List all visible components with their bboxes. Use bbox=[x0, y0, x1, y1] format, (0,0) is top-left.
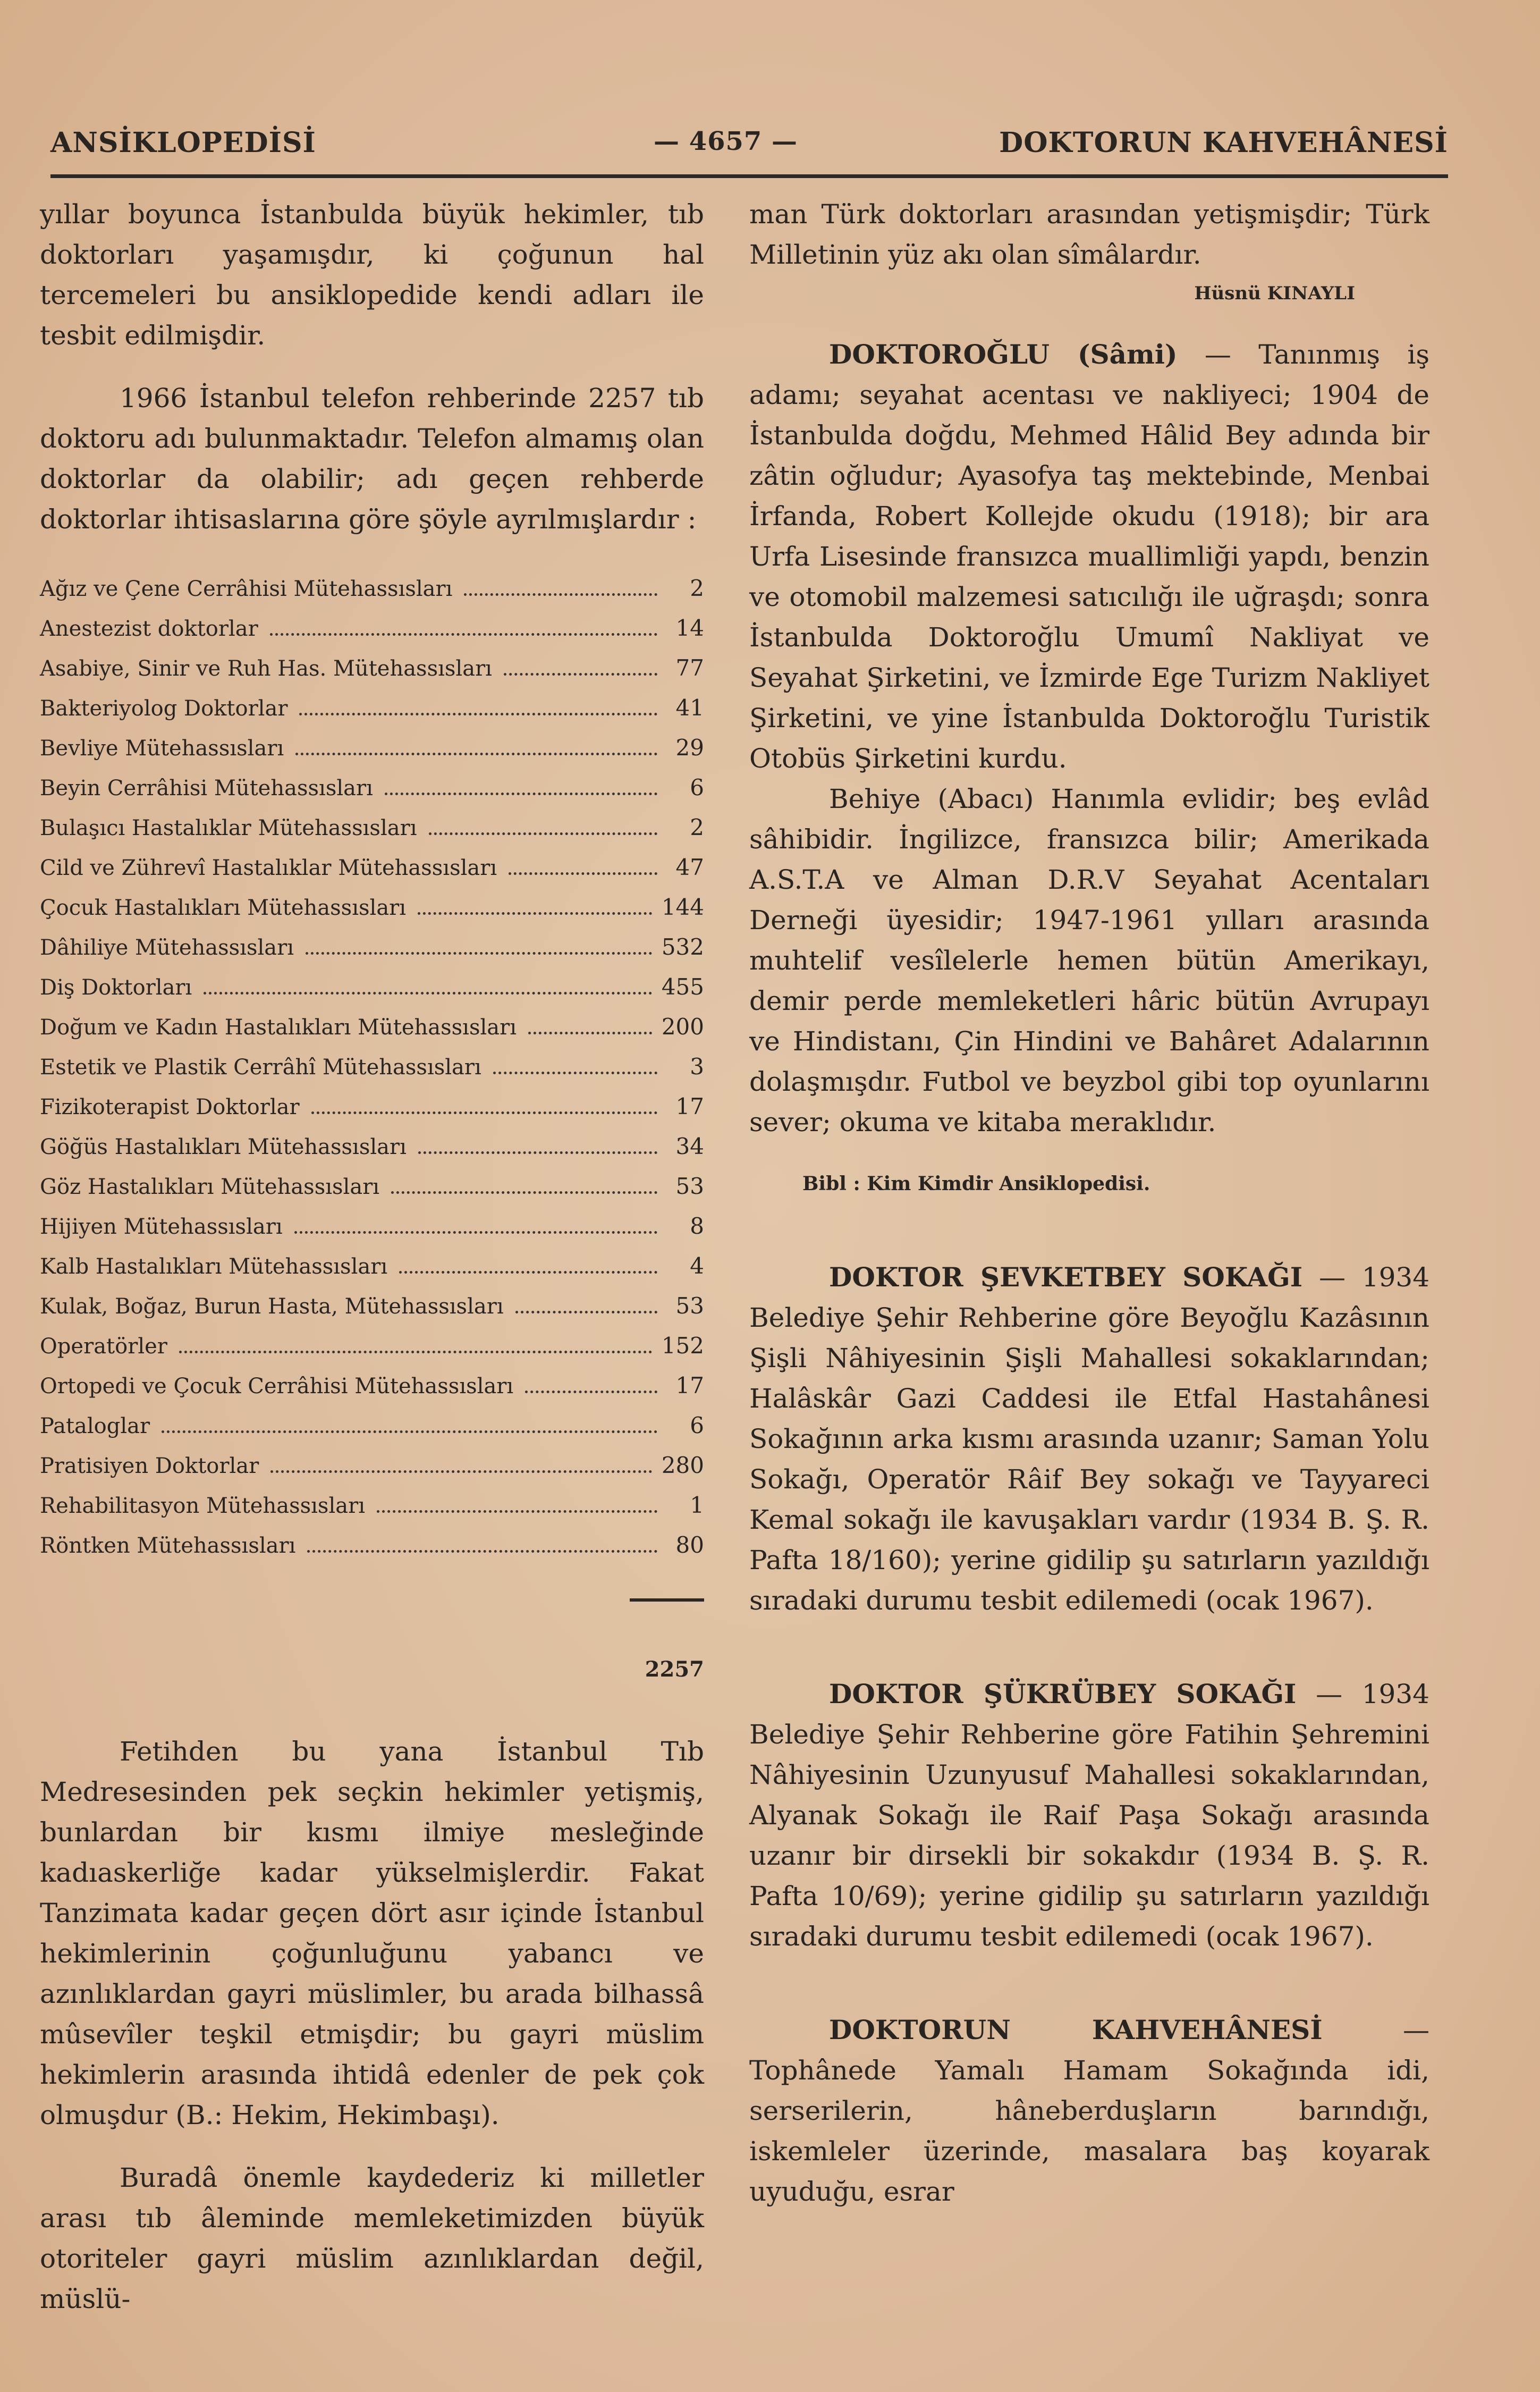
specialty-row bbox=[40, 1087, 704, 1127]
specialty-label: Estetik ve Plastik Cerrâhî Mütehassısları bbox=[40, 1055, 481, 1080]
specialty-label: Bakteriyolog Doktorlar bbox=[40, 696, 288, 721]
dot-leader bbox=[204, 992, 652, 995]
specialty-label: Göz Hastalıkları Mütehassısları bbox=[40, 1175, 380, 1199]
specialty-count: 2 bbox=[690, 814, 704, 840]
specialty-row bbox=[40, 808, 704, 848]
right-column bbox=[749, 194, 1429, 2212]
total-rule bbox=[630, 1598, 704, 1602]
entry-body: — 1934 Belediye Şehir Rehberine göre Fatihin Şehremini Nâhiyesinin Uzunyusuf Mahallesi sokaklarından, Alyanak Sokağı ile Raif Paşa Sokağı arasında uzanır bir dirsekli bir sokakdır (1934 B. Ş. R. Pafta 10/69); yerine gidilip şu satırların yazıldığı sıradaki durumu tesbit edilemedi (ocak 1967). bbox=[749, 1679, 1429, 1952]
dot-leader bbox=[525, 1391, 657, 1393]
entry-body: — Tanınmış iş adamı; seyahat acentası ve nakliyeci; 1904 de İstanbulda doğdu, Mehmed Hâlid Bey adında bir zâtin oğludur; Ayasofya taş mektebinde, Menbai İrfanda, Robert Kollejde okudu (1918); bir ara Urfa Lisesinde fransızca muallimliği yapdı, benzin ve otomobil malzemesi satıcılığı ile uğraşdı; sonra İstanbulda Doktoroğlu Umumî Nakliyat ve Seyahat Şirketini, ve İzmirde Ege Turizm Nakliyet Şirketini, ve yine İstanbulda Doktoroğlu Turistik Otobüs Şirketini kurdu. bbox=[749, 339, 1429, 774]
header-right-title: DOKTORUN KAHVEHÂNESİ bbox=[999, 127, 1448, 159]
author-signature: Hüsnü KINAYLI bbox=[1194, 283, 1355, 304]
dot-leader bbox=[515, 1311, 657, 1313]
specialty-row bbox=[40, 569, 704, 609]
header-left-title: ANSİKLOPEDİSİ bbox=[50, 127, 316, 159]
specialty-count: 200 bbox=[661, 1014, 704, 1040]
specialty-row bbox=[40, 688, 704, 728]
specialty-label: Fizikoterapist Doktorlar bbox=[40, 1095, 300, 1119]
entry-doktorun-kahvehanesi bbox=[749, 2010, 1429, 2212]
specialty-count: 17 bbox=[675, 1372, 704, 1399]
specialty-row bbox=[40, 1246, 704, 1286]
specialty-row bbox=[40, 648, 704, 688]
specialty-count: 152 bbox=[661, 1333, 704, 1359]
dot-leader bbox=[528, 1032, 652, 1034]
dot-leader bbox=[270, 633, 657, 636]
intro-paragraph: yıllar boyunca İstanbulda büyük hekimler, tıb doktorları yaşamışdır, ki çoğunun hal tercemeleri bu ansiklopedide kendi adları ile tesbit edilmişdir. bbox=[40, 199, 704, 351]
specialty-row bbox=[40, 728, 704, 768]
dot-leader bbox=[399, 1271, 657, 1274]
dot-leader bbox=[270, 1470, 652, 1473]
entry-title: DOKTOROĞLU (Sâmi) bbox=[829, 339, 1178, 370]
dot-leader bbox=[509, 872, 657, 875]
specialty-label: Dâhiliye Mütehassısları bbox=[40, 936, 294, 960]
specialty-label: Diş Doktorları bbox=[40, 975, 192, 1000]
history-paragraph: Fetihden bu yana İstanbul Tıb Medresesinden pek seçkin hekimler yetişmiş, bunlardan bir kısmı ilmiye mesleğinde kadıaskerliğe kadar yükselmişlerdir. Fakat Tanzimata kadar geçen dört asır içinde İstanbul hekimlerinin çoğunluğunu yabancı ve azınlıklardan gayri müslimler, bu arada bilhassâ mûsevîler teşkil etmişdir; bu gayri müslim hekimlerin arasında ihtidâ edenler de pek çok olmuşdur (B.: Hekim, Hekimbaşı). bbox=[40, 1736, 704, 2130]
specialty-label: Röntken Mütehassısları bbox=[40, 1534, 296, 1558]
dot-leader bbox=[311, 1111, 657, 1114]
specialty-label: Ağız ve Çene Cerrâhisi Mütehassısları bbox=[40, 577, 453, 601]
dot-leader bbox=[179, 1351, 652, 1353]
specialty-label: Kalb Hastalıkları Mütehassısları bbox=[40, 1254, 388, 1279]
specialty-list bbox=[40, 569, 704, 1565]
dot-leader bbox=[391, 1191, 657, 1194]
specialty-row bbox=[40, 967, 704, 1007]
continuation-paragraph: man Türk doktorları arasından yetişmişdir; Türk Milletinin yüz akı olan sîmâlardır. bbox=[749, 199, 1429, 270]
specialty-row bbox=[40, 928, 704, 967]
specialty-row bbox=[40, 848, 704, 888]
specialty-count: 3 bbox=[690, 1054, 704, 1080]
specialty-count: 77 bbox=[675, 655, 704, 681]
specialty-count: 53 bbox=[675, 1173, 704, 1199]
specialty-count: 80 bbox=[675, 1532, 704, 1558]
dot-leader bbox=[294, 1231, 657, 1234]
specialty-count: 53 bbox=[675, 1293, 704, 1319]
specialty-count: 29 bbox=[675, 735, 704, 761]
specialty-count: 17 bbox=[675, 1093, 704, 1119]
specialty-row bbox=[40, 768, 704, 808]
left-column bbox=[40, 194, 704, 2319]
specialty-label: Bulaşıcı Hastalıklar Mütehassısları bbox=[40, 816, 417, 840]
dot-leader bbox=[299, 713, 657, 715]
specialty-label: Göğüs Hastalıkları Mütehassısları bbox=[40, 1135, 407, 1159]
specialty-count: 280 bbox=[661, 1452, 704, 1478]
entry-title: DOKTOR ŞEVKETBEY SOKAĞI bbox=[829, 1261, 1303, 1293]
specialty-count: 144 bbox=[661, 894, 704, 920]
dot-leader bbox=[385, 793, 657, 795]
specialty-label: Cild ve Zührevî Hastalıklar Mütehassısları bbox=[40, 856, 497, 880]
specialty-label: Kulak, Boğaz, Burun Hasta, Mütehassısları bbox=[40, 1294, 504, 1319]
page-number: — 4657 — bbox=[654, 127, 798, 156]
dot-leader bbox=[162, 1430, 657, 1433]
dot-leader bbox=[493, 1072, 657, 1074]
specialty-count: 2 bbox=[690, 575, 704, 601]
specialty-label: Anestezist doktorlar bbox=[40, 617, 258, 641]
specialty-row bbox=[40, 1446, 704, 1486]
specialty-label: Ortopedi ve Çocuk Cerrâhisi Mütehassısları bbox=[40, 1374, 514, 1399]
dot-leader bbox=[504, 673, 657, 676]
specialty-row bbox=[40, 1007, 704, 1047]
specialty-count: 14 bbox=[675, 615, 704, 641]
specialty-count: 455 bbox=[661, 974, 704, 1000]
specialty-label: Pataloglar bbox=[40, 1414, 150, 1438]
entry-body: — 1934 Belediye Şehir Rehberine göre Beyoğlu Kazâsının Şişli Nâhiyesinin Şişli Mahallesi sokaklarından; Halâskâr Gazi Caddesi ile Etfal Hastahânesi Sokağının arka kısmı arasında uzanır; Saman Yolu Sokağı, Operatör Râif Bey sokağı ve Tayyareci Kemal sokağı ile kavuşakları vardır (1934 B. Ş. R. Pafta 18/160); yerine gidilip şu satırların yazıldığı sıradaki durumu tesbit edilemedi (ocak 1967). bbox=[749, 1262, 1429, 1616]
closing-paragraph: Buradâ önemle kaydederiz ki milletler arası tıb âleminde memleketimizden büyük otoriteler gayri müslim azınlıklardan değil, müslü- bbox=[40, 2162, 704, 2314]
specialty-label: Pratisiyen Doktorlar bbox=[40, 1454, 259, 1478]
specialty-label: Operatörler bbox=[40, 1334, 167, 1359]
entry-sevketbey-sokagi bbox=[749, 1257, 1429, 1621]
specialty-row bbox=[40, 1286, 704, 1326]
specialty-count: 4 bbox=[690, 1253, 704, 1279]
specialty-count: 6 bbox=[690, 1412, 704, 1438]
entry-doktoroglu bbox=[749, 334, 1429, 1204]
specialty-row bbox=[40, 1326, 704, 1366]
entry-title: DOKTOR ŞÜKRÜBEY SOKAĞI bbox=[829, 1678, 1297, 1709]
specialty-count: 47 bbox=[675, 854, 704, 880]
specialty-count: 34 bbox=[675, 1133, 704, 1159]
dot-leader bbox=[418, 912, 652, 915]
specialty-count: 8 bbox=[690, 1213, 704, 1239]
entry-body-continued: Behiye (Abacı) Hanımla evlidir; beş evlâd sâhibidir. İngilizce, fransızca bilir; Amerikada A.S.T.A ve Alman D.R.V Seyahat Acentaları Derneği üyesidir; 1947-1961 yılları arasında muhtelif vesîlelerle hemen bütün Amerikayı, demir perde memleketleri hâric bütün Avrupayı ve Hindistanı, Çin Hindini ve Bahâret Adalarının dolaşmışdır. Futbol ve beyzbol gibi top oyunlarını sever; okuma ve kitaba meraklıdır. bbox=[749, 784, 1429, 1138]
specialty-count: 6 bbox=[690, 774, 704, 801]
entry-sukrubey-sokagi bbox=[749, 1674, 1429, 1957]
specialty-row bbox=[40, 1406, 704, 1446]
specialty-row bbox=[40, 1047, 704, 1087]
specialty-label: Hijiyen Mütehassısları bbox=[40, 1215, 283, 1239]
dot-leader bbox=[295, 753, 657, 755]
specialty-count: 41 bbox=[675, 695, 704, 721]
specialty-count: 532 bbox=[661, 934, 704, 960]
bibliography: Bibl : Kim Kimdir Ansiklopedisi. bbox=[802, 1173, 1150, 1195]
specialty-label: Bevliye Mütehassısları bbox=[40, 736, 284, 761]
specialty-row bbox=[40, 888, 704, 928]
specialty-row bbox=[40, 1486, 704, 1526]
specialty-label: Beyin Cerrâhisi Mütehassısları bbox=[40, 776, 373, 801]
running-header bbox=[50, 127, 1448, 164]
specialty-row bbox=[40, 609, 704, 648]
specialty-row bbox=[40, 1207, 704, 1246]
specialty-row bbox=[40, 1127, 704, 1167]
entry-body: — Tophânede Yamalı Hamam Sokağında idi, serserilerin, hâneberduşların barındığı, iskemleler üzerinde, masalara baş koyarak uyuduğu, esrar bbox=[749, 2015, 1429, 2207]
dot-leader bbox=[307, 1550, 657, 1553]
specialty-row bbox=[40, 1526, 704, 1565]
specialty-label: Doğum ve Kadın Hastalıkları Mütehassısları bbox=[40, 1015, 517, 1040]
specialty-count: 1 bbox=[690, 1492, 704, 1518]
dot-leader bbox=[418, 1151, 657, 1154]
specialty-label: Çocuk Hastalıkları Mütehassısları bbox=[40, 896, 407, 920]
dot-leader bbox=[464, 593, 657, 596]
header-rule bbox=[50, 174, 1448, 178]
specialty-row bbox=[40, 1167, 704, 1207]
specialty-label: Asabiye, Sinir ve Ruh Has. Mütehassısları bbox=[40, 656, 492, 681]
specialty-total: 2257 bbox=[645, 1657, 704, 1682]
dot-leader bbox=[377, 1510, 657, 1513]
specialty-label: Rehabilitasyon Mütehassısları bbox=[40, 1494, 365, 1518]
specialty-row bbox=[40, 1366, 704, 1406]
entry-title: DOKTORUN KAHVEHÂNESİ bbox=[829, 2014, 1323, 2045]
dot-leader bbox=[306, 952, 652, 955]
phonebook-paragraph: 1966 İstanbul telefon rehberinde 2257 tıb doktoru adı bulunmaktadır. Telefon almamış olan doktorlar da olabilir; adı geçen rehberde doktorlar ihtisaslarına göre şöyle ayrılmışlardır : bbox=[40, 383, 704, 535]
dot-leader bbox=[429, 832, 657, 835]
